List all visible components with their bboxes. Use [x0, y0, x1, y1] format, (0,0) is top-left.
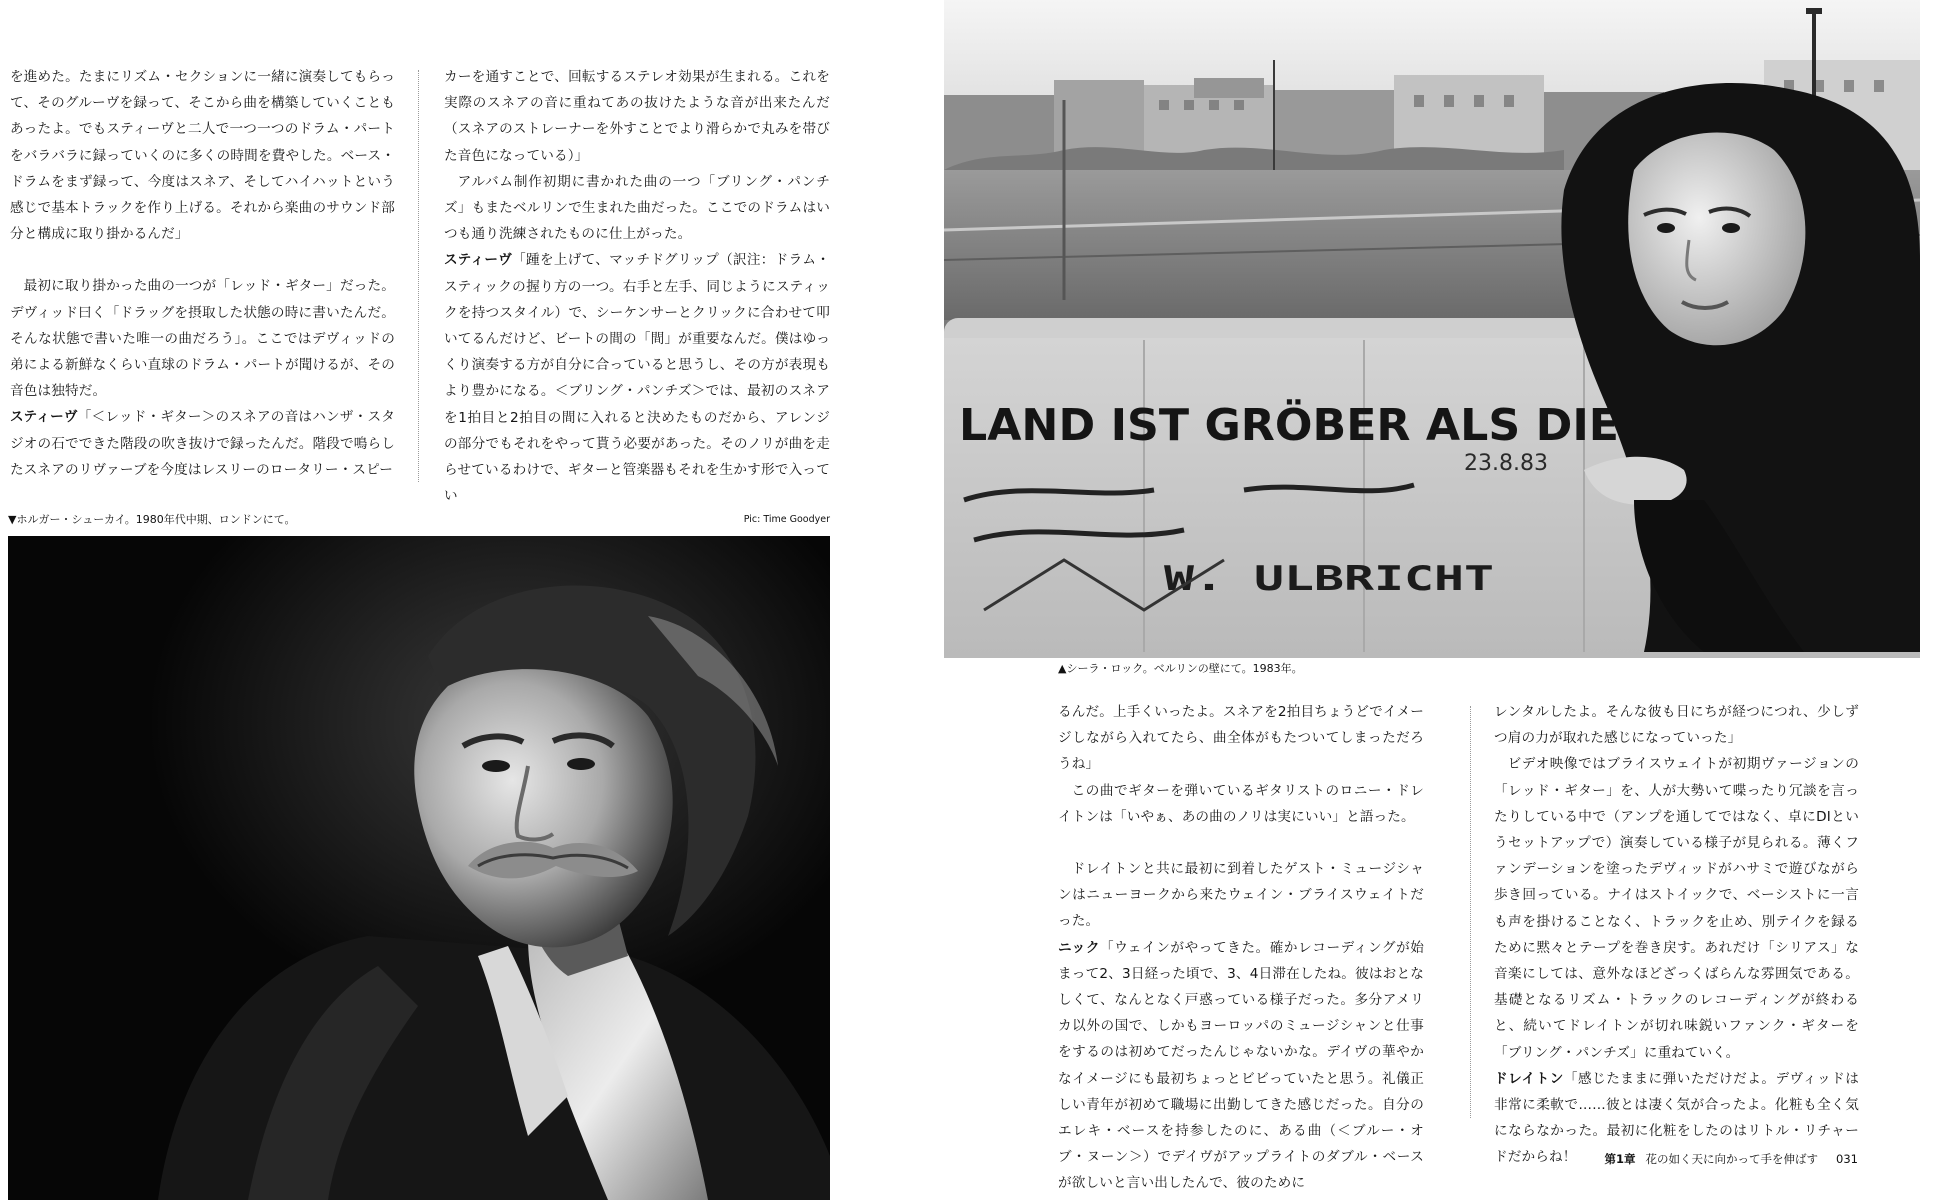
speaker-name: ニック [1058, 939, 1101, 956]
speaker-name: スティーヴ [10, 409, 78, 426]
portrait-illustration [8, 536, 830, 1200]
photo-caption-sheila: ▲シーラ・ロック。ベルリンの壁にて。1983年。 [1058, 662, 1303, 675]
paragraph: レンタルしたよ。そんな彼も日にちが経つにつれ、少しずつ肩の力が取れた感じになっていった」 [1494, 704, 1859, 747]
right-column-1 [1058, 699, 1425, 1192]
paragraph: を進めた。たまにリズム・セクションに一緒に演奏してもらって、そのグルーヴを録って、そこから曲を構築していくこともあったよ。でもスティーヴと二人で一つ一つのドラム・パートをバラバラに録っていくのに多くの時間を費やした。ベース・ドラムをまず録って、今度はスネア、そしてハイハットという感じで基本トラックを作り上げる。それから楽曲のサウンド部分と構成に取り掛かるんだ」 [10, 69, 395, 243]
column-divider [418, 70, 419, 482]
graffiti-date: 23.8.83 [1464, 451, 1548, 476]
paragraph [10, 404, 395, 483]
speaker-name: スティーヴ [444, 252, 513, 269]
photo-holger-czukay [8, 536, 830, 1200]
quote-text: 「踵を上げて、マッチドグリップ（訳注：ドラム・スティックの握り方の一つ。右手と左手、同じようにスティックを持つスタイル）で、シーケンサーとクリックに合わせて叩いてるんだけど、ビートの間の「間」が重要なんだ。僕はゆっくり演奏する方が自分に合っていると思うし、その方が表現もより豊かになる。＜ブリング・パンチズ＞では、最初のスネアを1拍目と2拍目の間に入れると決めたものだから、アレンジの部分でもそれをやって貰う必要があった。そのノリが曲を走らせているわけで、ギターと管楽器もそれを生かす形で入ってい [444, 252, 830, 505]
page-footer [1605, 1151, 1858, 1167]
quote-text: 「ウェインがやってきた。確かレコーディングが始まって2、3日経った頃で、3、4日滞在したね。彼はおとなしくて、なんとなく戸惑っている様子だった。多分アメリカ以外の国で、しかもヨーロッパのミュージシャンと仕事をするのは初めてだったんじゃないかな。デイヴの華やかなイメージにも最初ちょっとビビっていたと思う。礼儀正しい青年が初めて職場に出勤してきた感じだった。自分のエレキ・ベースを持参したのに、ある曲（＜ブルー・オブ・ヌーン＞）でデイヴがアップライトのダブル・ベースが欲しいと言い出したんで、彼のために [1058, 939, 1425, 1192]
chapter-label: 第1章 [1604, 1152, 1636, 1166]
right-page [959, 0, 1952, 1200]
graffiti-line-1: LAND IST GRÖBER ALS DIE [959, 400, 1616, 451]
paragraph: ドレイトンと共に最初に到着したゲスト・ミュージシャンはニューヨークから来たウェイン・ブライスウェイトだった。 [1058, 861, 1424, 930]
left-column-1 [10, 64, 395, 488]
photo-credit: Pic: Time Goodyer [743, 514, 830, 525]
paragraph: カーを通すことで、回転するステレオ効果が生まれる。これを実際のスネアの音に重ねてあの抜けたような音が出来たんだ（スネアのストレーナーを外すことでより滑らかで丸みを帯びた音色になっている）」 [444, 69, 830, 164]
speaker-name: ドレイトン [1494, 1070, 1564, 1087]
quote-text: 「＜レッド・ギター＞のスネアの音はハンザ・スタジオの石でできた階段の吹き抜けで録ったんだ。階段で鳴らしたスネアのリヴァーブを今度はレスリーのロータリー・スピー [10, 409, 395, 478]
chapter-title: 花の如く天に向かって手を伸ばす [1645, 1152, 1819, 1166]
paragraph: るんだ。上手くいったよ。スネアを2拍目ちょうどでイメージしながら入れてたら、曲全体がもたついてしまっただろうね」 [1058, 704, 1424, 773]
paragraph: 最初に取り掛かった曲の一つが「レッド・ギター」だった。デヴィッド曰く「ドラッグを摂取した状態の時に書いたんだ。そんな状態で書いた唯一の曲だろう」。ここではデヴィッドの弟による新鮮なくらい直球のドラム・パートが聞けるが、その音色は独特だ。 [10, 278, 395, 400]
quote-text: 「感じたままに弾いただけだよ。デヴィッドは非常に柔軟で……彼とは凄く気が合ったよ。化粧も全く気にならなかった。最初に化粧をしたのはリトル・リチャードだからね！ [1494, 1070, 1859, 1166]
photo-sheila-rock [944, 0, 1920, 652]
column-divider [1470, 706, 1471, 1118]
paragraph: ビデオ映像ではブライスウェイトが初期ヴァージョンの「レッド・ギター」を、人が大勢いて喋ったり冗談を言ったりしている中で（アンプを通してではなく、卓にDIというセットアップで）演奏している様子が見られる。薄くファンデーションを塗ったデヴィッドがハサミで遊びながら歩き回っている。ナイはストイックで、ベーシストに一言も声を掛けることなく、トラックを止め、別テイクを録るために黙々とテープを巻き戻す。あれだけ「シリアス」な音楽にしては、意外なほどざっくばらんな雰囲気である。基礎となるリズム・トラックのレコーディングが終わると、続いてドレイトンが切れ味鋭いファンク・ギターを「ブリング・パンチズ」に重ねていく。 [1494, 756, 1859, 1061]
graffiti-line-2: W. ULBRICHT [1164, 559, 1494, 599]
paragraph [444, 247, 830, 509]
paragraph [1058, 935, 1424, 1197]
paragraph: この曲でギターを弾いているギタリストのロニー・ドレイトンは「いやぁ、あの曲のノリは実にいい」と語った。 [1058, 782, 1424, 825]
paragraph: アルバム制作初期に書かれた曲の一つ「ブリング・パンチズ」もまたベルリンで生まれた曲だった。ここでのドラムはいつも通り洗練されたものに仕上がった。 [444, 173, 830, 243]
berlin-wall-illustration [944, 0, 1920, 652]
photo-caption-holger: ▼ホルガー・シューカイ。1980年代中期、ロンドンにて。 [8, 513, 296, 526]
left-column-2 [444, 64, 830, 505]
page-number: 031 [1836, 1152, 1858, 1166]
